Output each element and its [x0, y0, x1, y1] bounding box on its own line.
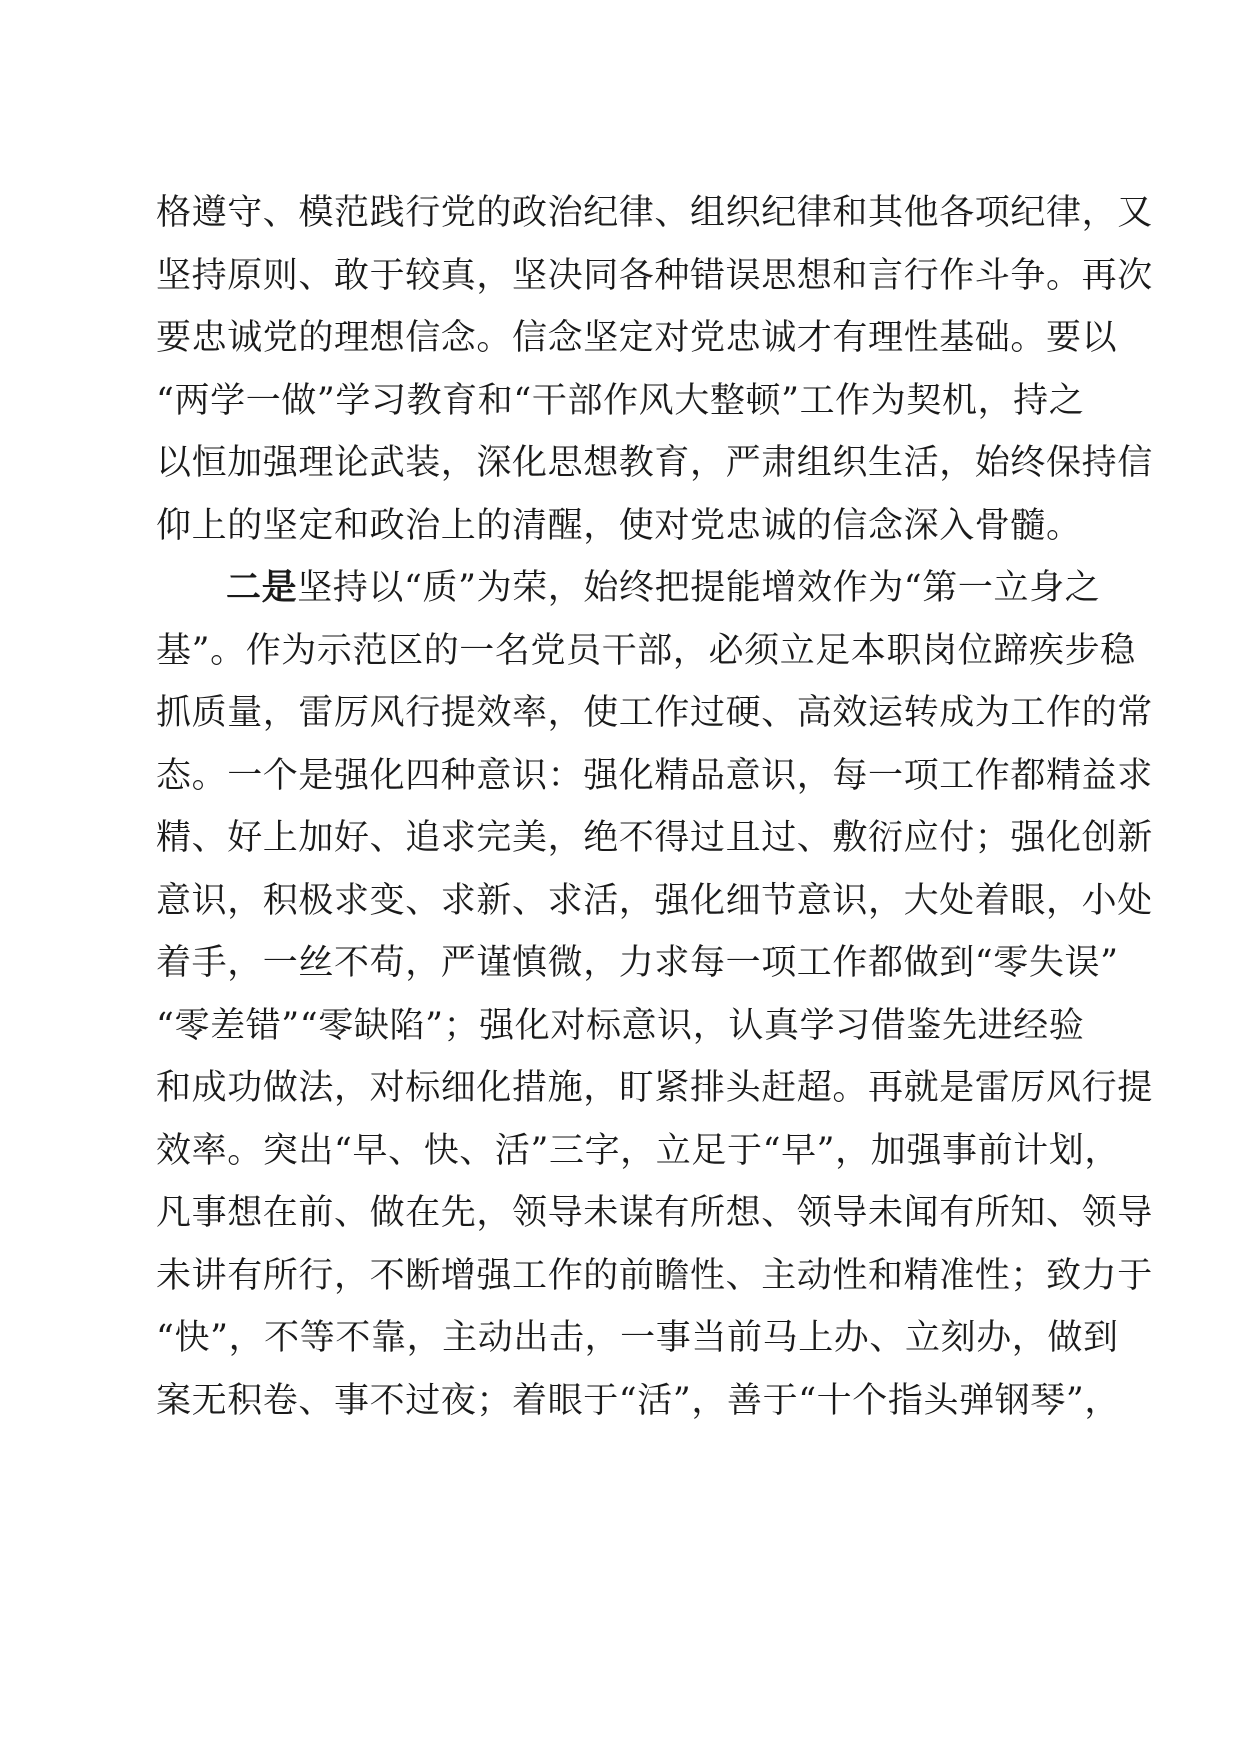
text-line: 态。一个是强化四种意识：强化精品意识，每一项工作都精益求 [156, 755, 1153, 796]
body-text [156, 182, 1153, 1432]
text-line: 效率。突出“早、快、活”三字，立足于“早”，加强事前计划， [156, 1130, 1120, 1171]
text-line: 以恒加强理论武装，深化思想教育，严肃组织生活，始终保持信 [156, 443, 1153, 483]
paragraph-first-line [156, 557, 1101, 620]
text-line: 格遵守、模范践行党的政治纪律、组织纪律和其他各项纪律，又 [156, 193, 1153, 233]
text-line: 未讲有所行，不断增强工作的前瞻性、主动性和精准性；致力于 [156, 1255, 1153, 1296]
text-line: 基”。作为示范区的一名党员干部，必须立足本职岗位蹄疾步稳 [156, 630, 1136, 671]
text-line: “两学一做”学习教育和“干部作风大整顿”工作为契机，持之 [156, 380, 1085, 421]
text-line: 精、好上加好、追求完美，绝不得过且过、敷衍应付；强化创新 [156, 818, 1153, 858]
text-line: “零差错”“零缺陷”；强化对标意识，认真学习借鉴先进经验 [156, 1005, 1085, 1046]
text-line: 和成功做法，对标细化措施，盯紧排头赶超。再就是雷厉风行提 [156, 1068, 1153, 1108]
paragraph-lead: 二是 [226, 567, 298, 608]
text-line: 着手，一丝不苟，严谨慎微，力求每一项工作都做到“零失误” [156, 943, 1119, 983]
text-line: 案无积卷、事不过夜；着眼于“活”，善于“十个指头弹钢琴”， [156, 1380, 1120, 1421]
text-line: 坚持原则、敢于较真，坚决同各种错误思想和言行作斗争。再次 [156, 255, 1153, 296]
text-line: 仰上的坚定和政治上的清醒，使对党忠诚的信念深入骨髓。 [156, 505, 1082, 546]
text-line: 要忠诚党的理想信念。信念坚定对党忠诚才有理性基础。要以 [156, 318, 1118, 358]
text-line: 抓质量，雷厉风行提效率，使工作过硬、高效运转成为工作的常 [156, 693, 1153, 733]
paragraph-first-line-text: 坚持以“质”为荣，始终把提能增效作为“第一立身之 [297, 568, 1101, 608]
text-line: 凡事想在前、做在先，领导未谋有所想、领导未闻有所知、领导 [156, 1193, 1153, 1233]
text-line: “快”，不等不靠，主动出击，一事当前马上办、立刻办，做到 [156, 1318, 1119, 1358]
text-line: 意识，积极求变、求新、求活，强化细节意识，大处着眼，小处 [156, 880, 1153, 921]
